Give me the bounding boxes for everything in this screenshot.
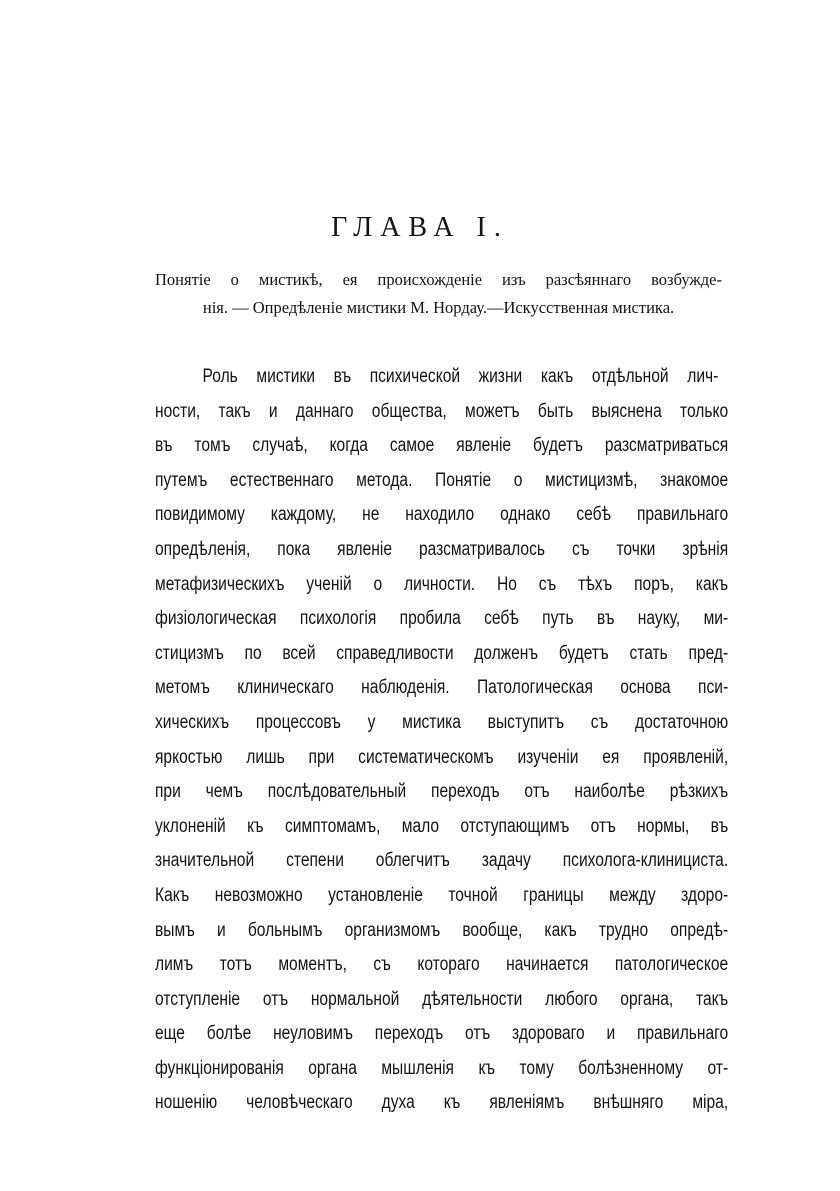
paragraph-line: отступленіе отъ нормальной дѣятельности любого органа, такъ bbox=[155, 988, 729, 1010]
paragraph-line: еще болѣе неуловимъ переходъ отъ здороваго и правильнаго bbox=[155, 1023, 729, 1045]
summary-line: Понятіе о мистикѣ, ея происхожденіе изъ разсѣяннаго возбужде- bbox=[155, 270, 722, 289]
chapter-summary bbox=[155, 266, 722, 322]
paragraph-line: яркостью лишь при систематическомъ изученіи ея проявленій, bbox=[155, 746, 729, 768]
paragraph-line: путемъ естественнаго метода. Понятіе о мистицизмѣ, знакомое bbox=[155, 469, 729, 491]
paragraph-line: Какъ невозможно установленіе точной границы между здоро- bbox=[155, 884, 729, 906]
paragraph-line: метафизическихъ ученій о личности. Но съ тѣхъ поръ, какъ bbox=[155, 573, 729, 595]
paragraph-line: лимъ тотъ моментъ, съ котораго начинается патологическое bbox=[155, 954, 729, 976]
paragraph-line: физіологическая психологія пробила себѣ путь въ науку, ми- bbox=[155, 608, 729, 630]
paragraph-line: метомъ клиническаго наблюденія. Патологическая основа пси- bbox=[155, 677, 729, 699]
paragraph-line: функціонированія органа мышленія къ тому болѣзненному от- bbox=[155, 1057, 729, 1079]
paragraph-line: хическихъ процессовъ у мистика выступитъ съ достаточною bbox=[155, 711, 729, 733]
paragraph-line: Роль мистики въ психической жизни какъ отдѣльной лич- bbox=[202, 366, 719, 387]
summary-line: нія. — Опредѣленіе мистики М. Нордау.—Искусственная мистика. bbox=[202, 298, 675, 317]
paragraph-line: уклоненій къ симптомамъ, мало отступающимъ отъ нормы, въ bbox=[155, 815, 729, 837]
paragraph-line: стицизмъ по всей справедливости долженъ будетъ стать пред- bbox=[155, 642, 729, 664]
paragraph-line: въ томъ случаѣ, когда самое явленіе будетъ разсматриваться bbox=[155, 435, 729, 457]
paragraph-line: опредѣленія, пока явленіе разсматривалось съ точки зрѣнія bbox=[155, 538, 729, 560]
paragraph-line: повидимому каждому, не находило однако себѣ правильнаго bbox=[155, 504, 729, 526]
paragraph-line: значительной степени облегчитъ задачу психолога-клинициста. bbox=[155, 850, 729, 872]
body-paragraph bbox=[155, 360, 728, 1121]
paragraph-line: ности, такъ и даннаго общества, можетъ быть выяснена только bbox=[155, 400, 729, 422]
paragraph-line: ношенію человѣческаго духа къ явленіямъ внѣшняго міра, bbox=[155, 1092, 729, 1114]
paragraph-line: вымъ и больнымъ организмомъ вообще, какъ трудно опредѣ- bbox=[155, 919, 729, 941]
chapter-title: ГЛАВА I. bbox=[331, 212, 509, 243]
paragraph-line: при чемъ послѣдовательный переходъ отъ наиболѣе рѣзкихъ bbox=[155, 781, 729, 803]
